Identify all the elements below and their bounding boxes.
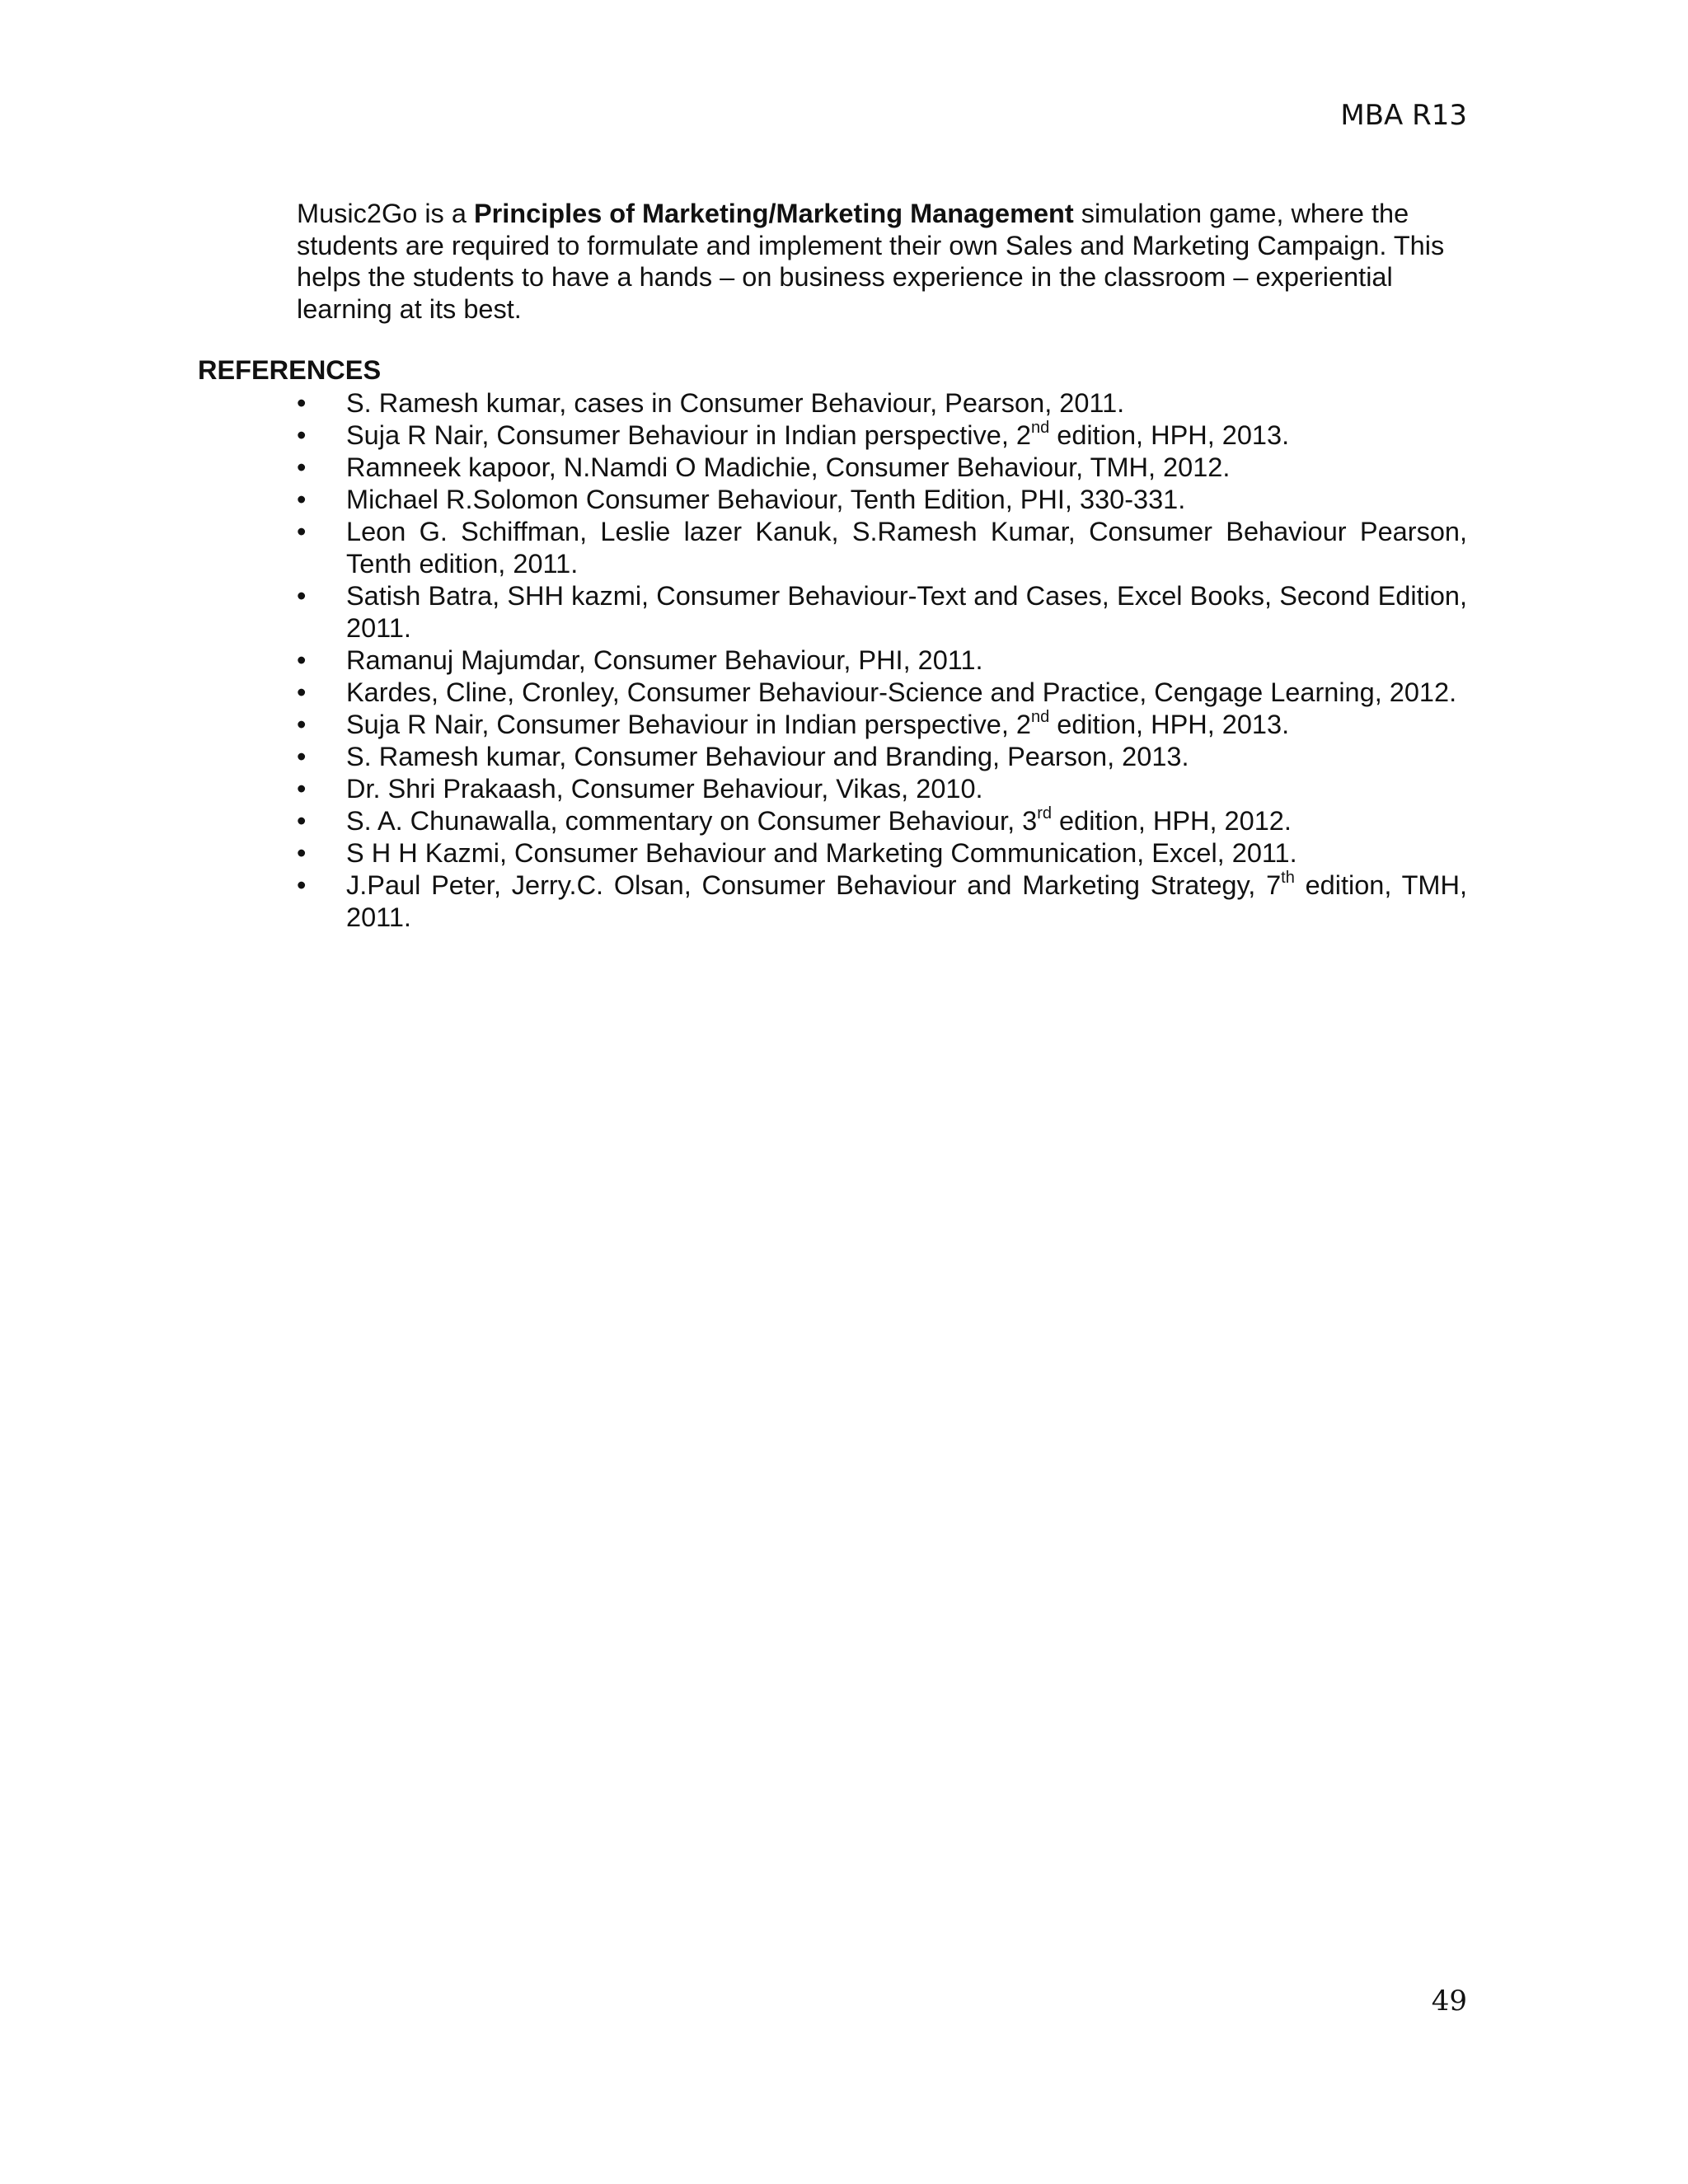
references-list xyxy=(297,387,1467,934)
reference-item xyxy=(297,516,1467,580)
reference-item xyxy=(297,452,1467,484)
bullet-icon: • xyxy=(297,870,307,900)
reference-item xyxy=(297,773,1467,805)
reference-text: J.Paul Peter, Jerry.C. Olsan, Consumer Behaviour and Marketing Strategy, 7 xyxy=(346,870,1282,900)
bullet-icon: • xyxy=(297,452,307,482)
bullet-icon: • xyxy=(297,420,307,450)
reference-item xyxy=(297,805,1467,837)
reference-text: Ramanuj Majumdar, Consumer Behaviour, PHI, 2011. xyxy=(346,645,983,675)
reference-text: S. Ramesh kumar, Consumer Behaviour and Branding, Pearson, 2013. xyxy=(346,742,1189,771)
reference-text: Satish Batra, SHH kazmi, Consumer Behaviour-Text and Cases, Excel Books, Second Edition, 2011. xyxy=(346,581,1467,643)
intro-prefix: Music2Go is a xyxy=(297,199,474,228)
bullet-icon: • xyxy=(297,774,307,804)
reference-after: edition, HPH, 2013. xyxy=(1049,710,1290,739)
reference-text: Suja R Nair, Consumer Behaviour in Indian perspective, 2 xyxy=(346,710,1031,739)
reference-sup: th xyxy=(1281,869,1295,887)
reference-after: edition, HPH, 2013. xyxy=(1049,420,1290,450)
bullet-icon: • xyxy=(297,677,307,707)
reference-item xyxy=(297,869,1467,934)
bullet-icon: • xyxy=(297,581,307,611)
reference-after: edition, HPH, 2012. xyxy=(1052,806,1292,836)
reference-text: Michael R.Solomon Consumer Behaviour, Tenth Edition, PHI, 330-331. xyxy=(346,485,1186,514)
reference-item xyxy=(297,580,1467,644)
page-header-course-code: MBA R13 xyxy=(1340,99,1467,132)
reference-text: S H H Kazmi, Consumer Behaviour and Marketing Communication, Excel, 2011. xyxy=(346,838,1297,868)
bullet-icon: • xyxy=(297,485,307,514)
reference-text: Ramneek kapoor, N.Namdi O Madichie, Consumer Behaviour, TMH, 2012. xyxy=(346,452,1231,482)
reference-item xyxy=(297,709,1467,741)
reference-text: Leon G. Schiffman, Leslie lazer Kanuk, S.Ramesh Kumar, Consumer Behaviour Pearson, Tenth edition, 2011. xyxy=(346,517,1467,579)
reference-after: edition, TMH, 2011. xyxy=(346,870,1467,932)
reference-item xyxy=(297,387,1467,419)
reference-text: S. Ramesh kumar, cases in Consumer Behaviour, Pearson, 2011. xyxy=(346,388,1125,418)
bullet-icon: • xyxy=(297,388,307,418)
intro-suffix: simulation game, where the students are required to formulate and implement their own Sales and Marketing Campaign. This helps the students to have a hands – on business experience in the classroom – experiential learning at its best. xyxy=(297,199,1445,324)
bullet-icon: • xyxy=(297,645,307,675)
reference-item xyxy=(297,419,1467,452)
reference-text: Suja R Nair, Consumer Behaviour in Indian perspective, 2 xyxy=(346,420,1031,450)
intro-paragraph xyxy=(297,198,1467,325)
reference-item xyxy=(297,644,1467,677)
bullet-icon: • xyxy=(297,838,307,868)
reference-sup: nd xyxy=(1031,419,1050,437)
bullet-icon: • xyxy=(297,517,307,546)
intro-bold-subject: Principles of Marketing/Marketing Management xyxy=(473,199,1074,228)
page-number: 49 xyxy=(1431,1985,1467,2018)
bullet-icon: • xyxy=(297,742,307,771)
reference-item xyxy=(297,741,1467,773)
reference-item xyxy=(297,677,1467,709)
reference-text: S. A. Chunawalla, commentary on Consumer Behaviour, 3 xyxy=(346,806,1038,836)
bullet-icon: • xyxy=(297,710,307,739)
reference-item xyxy=(297,837,1467,869)
bullet-icon: • xyxy=(297,806,307,836)
reference-sup: rd xyxy=(1037,804,1053,823)
reference-text: Kardes, Cline, Cronley, Consumer Behaviour-Science and Practice, Cengage Learning, 2012. xyxy=(346,677,1457,707)
reference-item xyxy=(297,484,1467,516)
references-heading: REFERENCES xyxy=(198,355,382,385)
reference-text: Dr. Shri Prakaash, Consumer Behaviour, Vikas, 2010. xyxy=(346,774,983,804)
reference-sup: nd xyxy=(1031,708,1050,726)
